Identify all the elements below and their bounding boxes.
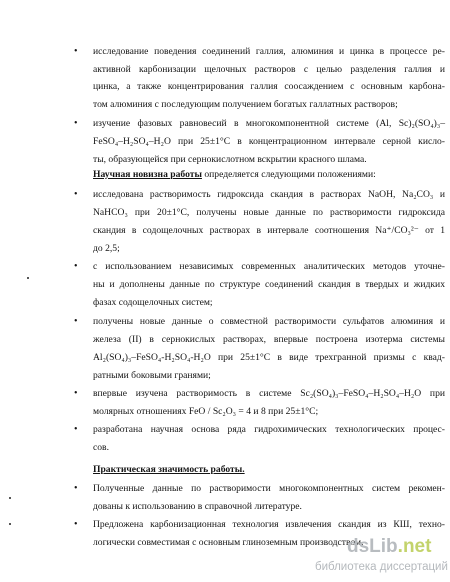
bullet: • (74, 424, 78, 435)
bullet: • (74, 261, 78, 272)
bullet: • (74, 388, 78, 399)
text-line: цинка, а также концентрирования галлия соосаждением с основным карбона- (93, 81, 445, 92)
text-line: разработана научная основа ряда гидрохимических технологических процес- (93, 424, 445, 435)
practical-heading: Практическая значимость работы. (93, 464, 245, 475)
text-line: Полученные данные по растворимости многокомпонентных систем рекомен- (93, 483, 445, 494)
text-line: том алюминия с последующим получением богатых галлатных растворов; (93, 99, 398, 110)
text-line: ты, образующейся при сернокислотном вскрытии красного шлама. (93, 154, 367, 165)
text-line: NaHCO₃ при 20±1°C, получены новые данные по растворимости гидроксида (93, 207, 445, 218)
text-line: фазах содощелочных систем; (93, 297, 213, 308)
bullet: • (74, 483, 78, 494)
scan-speck (9, 497, 11, 499)
watermark-logo-ext: .net (397, 536, 432, 557)
watermark-logo (347, 536, 431, 558)
text-line: исследование поведения соединений галлия, алюминия и цинка в процессе ре- (93, 46, 445, 57)
text-line: железа (II) в сернокислых растворах, впервые построена изотерма системы (93, 334, 445, 345)
novelty-heading: Научная новизна работы (93, 169, 202, 180)
bullet: • (74, 519, 78, 530)
text-line: логически совместимая с основным глиноземным производством. (93, 537, 364, 548)
bullet: • (74, 316, 78, 327)
watermark-subtitle: библиотека диссертаций (315, 561, 448, 573)
text-line: FeSO₄–H₂SO₄–H₂O при 25±1°C в концентрационном интервале серной кисло- (93, 136, 445, 147)
novelty-heading-line (93, 169, 376, 181)
text-line: исследована растворимость гидроксида скандия в растворах NaOH, Na₂CO₃ и (93, 189, 445, 200)
text-line: Al₂(SO₄)₃–FeSO₄-H₂SO₄-H₂O при 25±1°C в виде трехгранной призмы с квад- (93, 352, 445, 363)
text-line: получены новые данные о совместной растворимости сульфатов алюминия и (93, 316, 445, 327)
text-line: до 2,5; (93, 243, 120, 254)
text-line: дованы к использованию в справочной литературе. (93, 501, 302, 512)
text-line: молярных отношениях FeO / Sc₂O₃ = 4 и 8 при 25±1°C; (93, 406, 319, 417)
scan-speck (9, 523, 11, 525)
text-line: активной карбонизации щелочных растворов с целью разделения галлия и (93, 64, 445, 75)
watermark-logo-main: dsLib (347, 536, 398, 557)
text-line: скандия в содощелочных растворах в интервале соотношения Na⁺/CO₃²⁻ от 1 (93, 225, 445, 236)
text-line: Предложена карбонизационная технология извлечения скандия из КШ, техно- (93, 519, 445, 530)
bullet: • (74, 118, 78, 129)
text-line: впервые изучена растворимость в системе Sc₂(SO₄)₃–FeSO₄–H₂SO₄–H₂O при (93, 388, 445, 399)
bullet: • (74, 189, 78, 200)
text-line: изучение фазовых равновесий в многокомпонентной системе (Al, Sc)₂(SO₄)₃– (93, 118, 445, 129)
text-line: ратными боковыми гранями; (93, 370, 211, 381)
text-line: ны и дополнены данные по структуре соединений скандия в твердых и жидких (93, 279, 445, 290)
text-line: сов. (93, 442, 109, 453)
text-line: с использованием независимых современных аналитических методов уточне- (93, 261, 445, 272)
scan-speck (27, 277, 29, 279)
bullet: • (74, 46, 78, 57)
novelty-intro: определяется следующими положениями: (201, 169, 376, 180)
